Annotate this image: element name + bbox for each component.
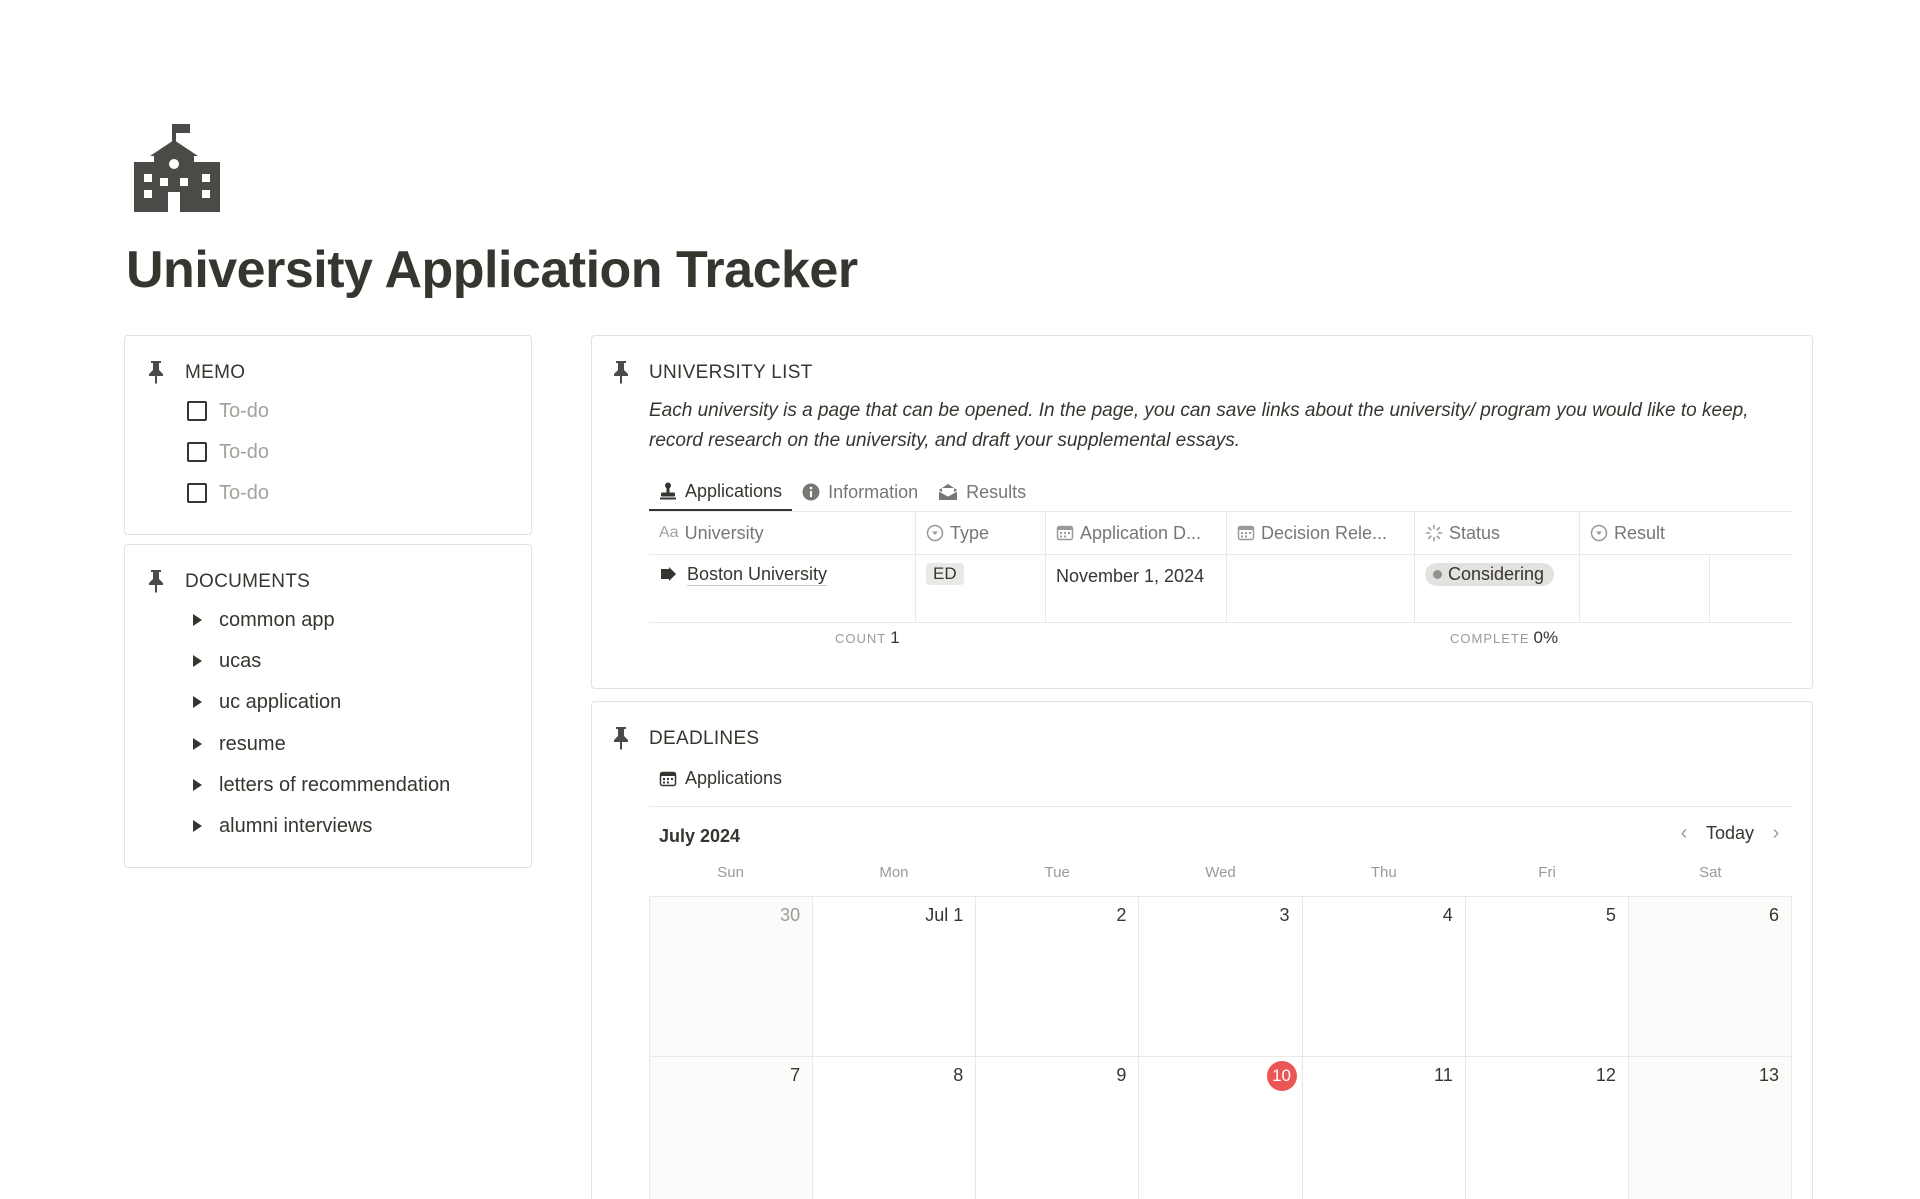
toggle-uc-application[interactable] — [187, 687, 341, 717]
application-deadline-value: November 1, 2024 — [1056, 566, 1205, 586]
day-number: 11 — [1434, 1065, 1453, 1085]
day-number: 7 — [790, 1065, 801, 1085]
calendar-day[interactable] — [976, 1057, 1139, 1199]
todo-text[interactable]: To-do — [219, 399, 270, 422]
calendar-navigation — [1670, 822, 1790, 845]
calendar-day[interactable] — [1303, 897, 1466, 1057]
calendar-day[interactable] — [813, 1057, 976, 1199]
column-header-application-deadline[interactable] — [1046, 512, 1227, 554]
calendar-day[interactable] — [1466, 897, 1629, 1057]
calendar-month-label: July 2024 — [659, 826, 741, 846]
info-icon — [802, 483, 820, 501]
calendar-day[interactable] — [650, 897, 813, 1057]
school-building-icon — [134, 122, 220, 212]
day-number: 2 — [1116, 905, 1127, 925]
weekday-header — [649, 864, 1792, 881]
todo-text[interactable]: To-do — [219, 440, 270, 463]
calendar-day[interactable] — [976, 897, 1139, 1057]
table-header — [649, 511, 1792, 555]
tab-label: Information — [828, 481, 919, 502]
day-number: 30 — [780, 905, 801, 925]
cell-empty[interactable] — [1710, 555, 1792, 622]
day-number: Jul 1 — [925, 905, 964, 925]
calendar-week — [650, 897, 1792, 1057]
tab-information[interactable] — [792, 473, 928, 511]
page-title: University Application Tracker — [126, 241, 858, 299]
column-header-university[interactable] — [649, 512, 916, 554]
calendar-day[interactable] — [1629, 897, 1792, 1057]
cell-university[interactable] — [649, 555, 916, 622]
toggle-label: resume — [219, 732, 286, 755]
todo-item — [187, 437, 269, 467]
memo-title: MEMO — [185, 362, 246, 383]
column-label: University — [684, 522, 764, 543]
today-marker: 10 — [1267, 1061, 1297, 1091]
count-label: COUNT — [835, 631, 887, 646]
cell-result[interactable] — [1580, 555, 1710, 622]
pin-icon — [612, 360, 630, 384]
cell-application-deadline[interactable] — [1046, 555, 1227, 622]
column-header-result[interactable] — [1580, 512, 1792, 554]
calendar-icon — [1056, 524, 1074, 542]
cell-type[interactable] — [916, 555, 1046, 622]
todo-text[interactable]: To-do — [219, 481, 270, 504]
calendar-day[interactable] — [1466, 1057, 1629, 1199]
day-number: 9 — [1116, 1065, 1127, 1085]
university-name: Boston University — [687, 564, 828, 584]
day-number: 5 — [1605, 905, 1616, 925]
type-tag: ED — [926, 563, 964, 585]
toggle-common-app[interactable] — [187, 605, 335, 635]
weekday-label: Wed — [1205, 864, 1236, 881]
toggle-label: alumni interviews — [219, 814, 373, 837]
chevron-left-icon[interactable]: ‹ — [1680, 822, 1688, 844]
university-list-description: Each university is a page that can be opened. In the page, you can save links about the university/ program you would like to keep, record research on the university, and draft your supplemental essays. — [649, 400, 1749, 451]
day-number: 4 — [1442, 905, 1453, 925]
toggle-arrow-icon[interactable] — [193, 655, 202, 667]
weekday-label: Mon — [879, 864, 909, 881]
university-list-callout — [591, 335, 1813, 689]
day-number: 13 — [1758, 1065, 1779, 1085]
toggle-ucas[interactable] — [187, 646, 261, 676]
pin-icon — [612, 726, 630, 750]
view-tabs — [649, 473, 1036, 512]
day-number: 12 — [1595, 1065, 1616, 1085]
column-header-status[interactable] — [1415, 512, 1580, 554]
memo-callout — [124, 335, 532, 535]
calendar-day[interactable] — [1303, 1057, 1466, 1199]
status-badge — [1425, 563, 1554, 586]
column-header-type[interactable] — [916, 512, 1046, 554]
todo-item — [187, 478, 269, 508]
todo-item — [187, 396, 269, 426]
select-property-icon — [926, 524, 944, 542]
tab-label: Applications — [685, 480, 783, 501]
toggle-label: ucas — [219, 649, 262, 672]
today-button[interactable]: Today — [1705, 823, 1754, 843]
toggle-arrow-icon[interactable] — [193, 738, 202, 750]
toggle-alumni-interviews[interactable] — [187, 811, 372, 841]
complete-summary[interactable] — [1450, 628, 1558, 648]
calendar-grid — [649, 896, 1792, 1199]
weekday-label: Fri — [1538, 864, 1556, 881]
deadlines-callout — [591, 701, 1813, 1199]
day-number: 3 — [1279, 905, 1290, 925]
column-label: Decision Rele... — [1261, 522, 1388, 543]
open-mail-icon — [938, 483, 958, 501]
pin-icon — [147, 360, 165, 384]
toggle-label: common app — [219, 608, 335, 631]
calendar-icon — [659, 770, 677, 788]
day-number: 8 — [953, 1065, 964, 1085]
count-value: 1 — [890, 628, 900, 647]
toggle-label: uc application — [219, 690, 342, 713]
count-summary[interactable] — [835, 628, 900, 648]
university-list-title: UNIVERSITY LIST — [649, 362, 813, 383]
calendar-week — [650, 1057, 1792, 1199]
day-number: 6 — [1768, 905, 1779, 925]
cell-status[interactable] — [1415, 555, 1580, 622]
column-header-decision-release[interactable] — [1227, 512, 1415, 554]
calendar-day[interactable] — [813, 897, 976, 1057]
column-label: Result — [1614, 522, 1666, 543]
toggle-arrow-icon[interactable] — [193, 779, 202, 791]
status-dot — [1433, 570, 1442, 579]
cell-decision-release[interactable] — [1227, 555, 1415, 622]
stamp-icon — [659, 482, 677, 500]
documents-title: DOCUMENTS — [185, 571, 311, 592]
calendar-icon — [1237, 524, 1255, 542]
tab-label: Results — [966, 481, 1027, 502]
status-property-icon — [1425, 524, 1443, 542]
toggle-label: letters of recommendation — [219, 773, 451, 796]
tab-applications[interactable] — [649, 473, 792, 511]
deadlines-title: DEADLINES — [649, 728, 760, 749]
toggle-arrow-icon[interactable] — [193, 614, 202, 626]
complete-label: COMPLETE — [1450, 631, 1530, 646]
calendar-day[interactable] — [1139, 897, 1302, 1057]
text-property-icon: Aa — [659, 524, 679, 541]
toggle-letters-of-recommendation[interactable] — [187, 770, 450, 800]
tab-applications-calendar[interactable] — [649, 768, 782, 789]
calendar-day-today[interactable] — [1139, 1057, 1302, 1199]
weekday-label: Thu — [1370, 864, 1397, 881]
toggle-arrow-icon[interactable] — [193, 820, 202, 832]
select-property-icon — [1590, 524, 1608, 542]
calendar-day[interactable] — [650, 1057, 813, 1199]
status-label: Considering — [1448, 564, 1545, 584]
column-label: Status — [1449, 522, 1501, 543]
todo-checkbox[interactable] — [187, 401, 207, 421]
documents-callout — [124, 544, 532, 868]
divider — [649, 806, 1792, 807]
chevron-right-icon[interactable]: › — [1772, 822, 1780, 844]
column-label: Type — [950, 522, 990, 543]
pin-icon — [147, 569, 165, 593]
toggle-resume[interactable] — [187, 729, 286, 759]
university-page-link[interactable] — [659, 563, 905, 586]
calendar-day[interactable] — [1629, 1057, 1792, 1199]
complete-value: 0% — [1533, 628, 1559, 647]
table-row[interactable] — [649, 555, 1792, 623]
weekday-label: Tue — [1044, 864, 1070, 881]
column-label: Application D... — [1080, 522, 1202, 543]
tab-results[interactable] — [928, 473, 1036, 511]
toggle-arrow-icon[interactable] — [193, 696, 202, 708]
weekday-label: Sat — [1699, 864, 1722, 881]
todo-checkbox[interactable] — [187, 483, 207, 503]
weekday-label: Sun — [717, 864, 744, 881]
todo-checkbox[interactable] — [187, 442, 207, 462]
pointing-hand-icon — [659, 564, 679, 584]
tab-label: Applications — [685, 768, 783, 788]
applications-table — [649, 511, 1792, 647]
